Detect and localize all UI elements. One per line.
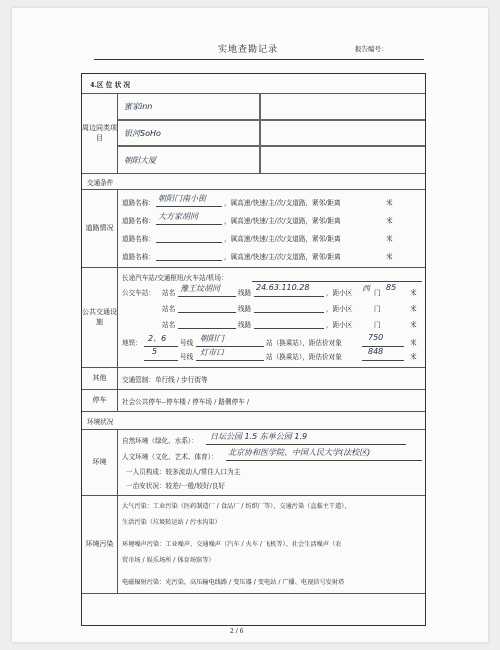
security-text: 一治安状况：较差/一般/较好/良好: [126, 482, 225, 490]
header-rule: [94, 59, 424, 60]
living-pollution-text: 生活污染（垃圾转运站 / 污水沟渠）: [122, 519, 221, 526]
env-heading-row: [82, 411, 425, 430]
peer-cell-2: [260, 93, 425, 120]
peer-cell-1: [118, 93, 260, 120]
peer-projects-label: 周边同类项目: [82, 93, 118, 173]
public-transport-row: [82, 267, 425, 368]
bus-stop-name-label-1: 站名: [162, 289, 176, 297]
metro-line-label-2: 号线: [180, 353, 194, 361]
long-distance-label: 长途汽车站/交通枢纽/火车站/机场：: [122, 274, 228, 282]
metro-dist-underline-2: [362, 360, 404, 361]
road-label: 道路情况: [82, 189, 118, 267]
metro-unit-2: 米: [410, 353, 417, 361]
metro-stop-1: 朝阳门: [200, 334, 224, 343]
bus-route-underline-3: [254, 328, 324, 329]
bus-underline-3: [178, 328, 236, 329]
bus-stop-name-label-2: 站名: [162, 305, 176, 313]
peer-project-3: 朝阳大厦: [124, 156, 156, 165]
metro-line-2: 5: [152, 347, 158, 356]
road-type-1: ，属高速/快速/主/次/支道路，紧邻/距离: [224, 199, 341, 207]
bus-dist-label-1: ，距小区: [326, 289, 353, 297]
report-number-label: 报告编号：: [355, 45, 388, 53]
noise-pollution-text-2: 贸市场 / 娱乐场所 / 体育场馆等）: [122, 557, 215, 564]
road-name-label-4: 道路名称：: [122, 253, 155, 261]
bus-dist-1: 85: [386, 283, 397, 292]
road-type-3: ，属高速/快速/主/次/支道路，紧邻/距离: [224, 235, 341, 243]
traffic-heading-row: [82, 173, 425, 190]
bus-route-label-2: 线路: [238, 305, 252, 313]
bus-dist-label-3: ，距小区: [326, 321, 353, 329]
env-row: [82, 429, 425, 496]
road-name-label-1: 道路名称：: [122, 199, 155, 207]
page-number: 2 / 6: [230, 628, 244, 635]
page-title: 实地查勘记录: [218, 45, 279, 55]
cultural-env-label: 人文环境（文化、艺术、体育）：: [122, 453, 218, 461]
parking-row: [82, 389, 425, 412]
metro-dist-2: 848: [368, 347, 384, 356]
public-transport-label: 公共交通设施: [82, 267, 118, 367]
road-unit-3: 米: [386, 235, 393, 243]
metro-stop-underline-2: [196, 360, 264, 361]
road-underline-1: [156, 206, 222, 207]
natural-env-value: 日坛公园 1.5 东单公园 1.9: [210, 432, 308, 441]
cultural-env-value: 北京协和医学院、中国人民大学(法校区): [228, 448, 371, 457]
traffic-control-text: 交通管制：单行线 / 步行街等: [122, 376, 208, 384]
metro-stop-label-2: 站（换乘站），距估价对象: [266, 353, 342, 361]
peer-project-1: 蜜家inn: [124, 102, 153, 111]
natural-env-underline: [206, 444, 406, 445]
metro-line-underline-1: [144, 346, 178, 347]
road-underline-2: [156, 224, 222, 225]
metro-dist-1: 750: [368, 333, 384, 342]
road-unit-2: 米: [386, 217, 393, 225]
long-distance-underline: [252, 281, 422, 282]
noise-pollution-text: 环境噪声污染：工业噪声、交通噪声（汽车 / 火车 / 飞机等）、社会生活噪声（农: [122, 541, 342, 548]
road-type-4: ，属高速/快速/主/次/支道路，紧邻/距离: [224, 253, 341, 261]
bus-stop-name-1: 豫王坟胡同: [180, 284, 220, 293]
metro-unit-1: 米: [410, 339, 417, 347]
other-row: [82, 367, 425, 390]
bus-route-underline-1: [254, 296, 324, 297]
road-underline-4: [156, 260, 222, 261]
bus-route-underline-2: [254, 312, 324, 313]
peer-cell-3: [118, 120, 260, 146]
road-unit-4: 米: [386, 253, 393, 261]
metro-line-underline-2: [144, 360, 178, 361]
parking-label: 停车: [82, 389, 118, 411]
air-pollution-text: 大气污染：工业污染（医药制造厂 / 食品厂 / 纺织厂等）、交通污染（直临主干道）、: [122, 503, 351, 510]
env-heading: 环境状况: [87, 418, 114, 426]
survey-table: [81, 73, 426, 626]
bus-stop-name-label-3: 站名: [162, 321, 176, 329]
bus-route-label-3: 线路: [238, 321, 252, 329]
bus-underline-1: [178, 296, 236, 297]
bus-stop-label: 公交车站：: [122, 289, 155, 297]
bus-unit-3: 米: [410, 321, 417, 329]
metro-line-1: 2、6: [148, 334, 167, 343]
metro-stop-label-1: 站（换乘站），距估价对象: [266, 339, 342, 347]
section-title: 4.区 位 状 况: [90, 81, 131, 89]
bus-gate-label-3: 门: [374, 321, 381, 329]
peer-cell-4: [260, 120, 425, 146]
metro-stop-2: 灯市口: [200, 348, 224, 357]
road-row: [82, 189, 425, 268]
section-row: [82, 74, 425, 94]
env-label: 环境: [82, 429, 118, 495]
em-pollution-text: 电磁辐射污染：光污染，高压输电线路 / 变压器 / 变电站 / 广播、电视信号发射塔: [122, 579, 345, 586]
road-underline-3: [156, 242, 222, 243]
peer-projects-row: [82, 93, 425, 174]
bus-gate-label-2: 门: [374, 305, 381, 313]
peer-cell-5: [118, 146, 260, 173]
road-name-label-2: 道路名称：: [122, 217, 155, 225]
bus-gate-1: 西: [362, 284, 370, 293]
road-type-2: ，属高速/快速/主/次/支道路，紧邻/距离: [224, 217, 341, 225]
parking-text: 社会公共停车--停车楼 / 停车场 / 路侧停车 /: [122, 398, 250, 406]
metro-label: 地铁：: [122, 339, 142, 347]
bus-route-label-1: 线路: [238, 289, 252, 297]
bus-dist-label-2: ，距小区: [326, 305, 353, 313]
bus-underline-2: [178, 312, 236, 313]
natural-env-label: 自然环境（绿化、水系）：: [122, 437, 198, 445]
bus-unit-2: 米: [410, 305, 417, 313]
pollution-label: 环境污染: [82, 495, 118, 593]
bus-unit-1: 米: [410, 289, 417, 297]
road-name-label-3: 道路名称：: [122, 235, 155, 243]
bus-gate-label-1: 门: [374, 289, 381, 297]
metro-line-label-1: 号线: [180, 339, 194, 347]
traffic-heading: 交通条件: [87, 179, 114, 187]
road-name-2: 大方家胡同: [158, 212, 198, 221]
road-name-1: 朝阳门南小街: [158, 194, 206, 203]
road-unit-1: 米: [386, 199, 393, 207]
peer-cell-6: [260, 146, 425, 173]
other-label: 其他: [82, 367, 118, 389]
peer-project-2: 银河SoHo: [124, 129, 161, 138]
population-text: 一人员构成：较多流动人/常住人口为主: [126, 468, 241, 476]
cultural-env-underline: [226, 460, 422, 461]
pollution-row: [82, 495, 425, 594]
bus-route-1: 24.63.110.28: [256, 283, 310, 292]
